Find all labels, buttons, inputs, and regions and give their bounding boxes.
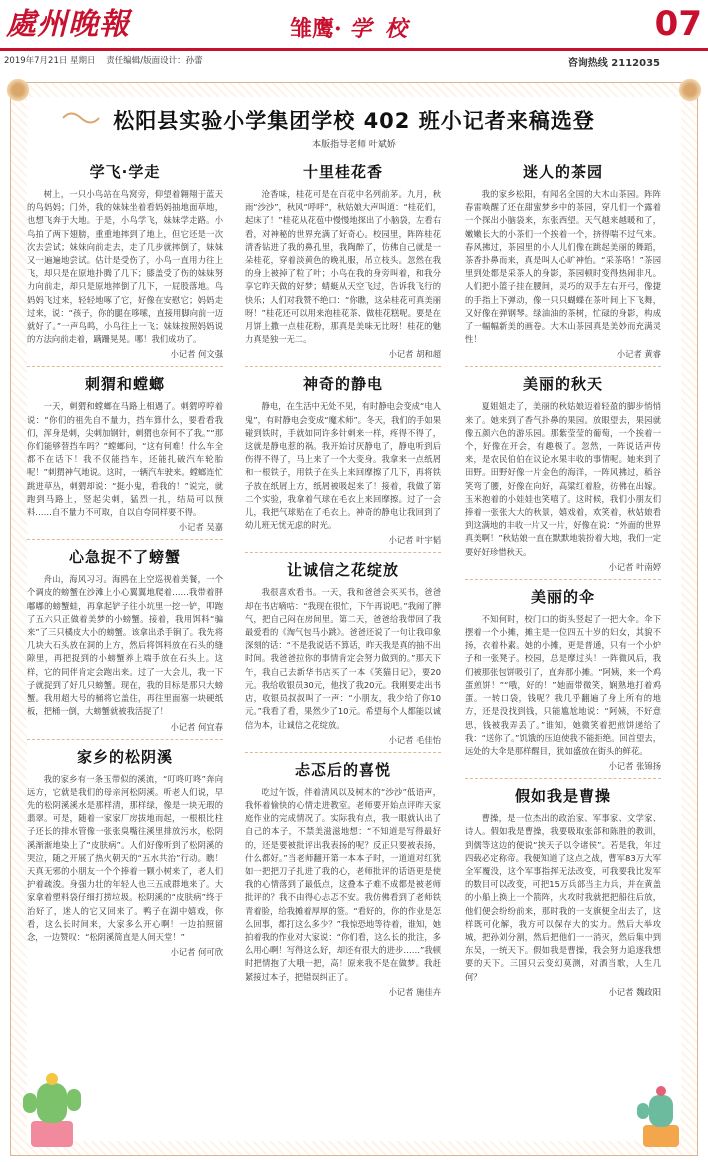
cactus-pot-left-icon — [17, 1063, 87, 1149]
article-author: 小记者 毛佳怡 — [388, 734, 441, 745]
article-title: 家乡的松阴溪 — [76, 747, 173, 766]
article-title: 神奇的静电 — [302, 375, 383, 394]
article-author: 小记者 何宜春 — [170, 721, 223, 732]
article-author: 小记者 何文强 — [170, 349, 223, 360]
cactus-pot-right-icon — [631, 1077, 691, 1149]
article-body: 一天，刺猬和螳螂在马路上相遇了。刺猬哼哼着说：“你们的祖先自不量力，挡车算什么，要看看我们，浑身是刺，尖刺加钢针，刺猬也奈何不了我。”“那你们能够替挡车吗？”螳螂问，“这有何难！什么车全都不在话下！我不仅能挡车，还能扎破汽车轮胎呢！”刺猬神气地说。这时，一辆汽车驶来。螳螂连忙跳进草丛，刺猬却说：“挺小鬼，看我的！”说完，就跑到马路上，竖起尖刺，猛烈一扎，结局可以预料……自不量力不可取，自以自夸同样要不得。 — [27, 401, 223, 518]
advisor-credit: 本版指导老师 叶斌娇 — [312, 140, 396, 150]
article — [27, 546, 223, 732]
column-left — [27, 155, 223, 964]
article-title: 十里桂花香 — [302, 163, 383, 181]
article — [27, 746, 223, 959]
article — [245, 759, 441, 998]
content-area — [27, 97, 681, 1141]
hotline: 咨询热线 2112035 — [567, 58, 660, 69]
article-author: 小记者 施佳卉 — [388, 986, 441, 997]
article-body: 不知何时，校门口的街头竖起了一把大伞。伞下摆着一个小摊，摊主是一位四五十岁的妇女，其貌不扬，衣着朴素。她的小摊，更是普通，只有一个小炉子和一张凳子。校园，总是摩过头！一阵微风后，我们被那张包饼吸引了，直奔那小摊。“阿姨，来一个鸡蛋煎饼！”“哦，好的！”她面带微笑，娴熟地打着鸡蛋。一转口袋，钱呢？我几乎翻遍了身上所有的地方，还是没找到钱，只能尴尬地说：“阿姨，不好意思，钱被我弄丢了。”谁知，她微笑着把煎饼递给了我：“送你了。”饥饿的压迫使我不能拒绝。回首望去，远处的大伞是那样醒目，犹如盛放在街头的鲜花。 — [465, 613, 661, 756]
article-author: 小记者 叶宇韬 — [388, 535, 441, 546]
article-body: 我的家乡有一条玉带似的溪流，“叮咚叮咚”奔向远方，它就是我们的母亲河松阴溪。听老人们说，早先的松阴溪溪水是那样清，那样绿，像是一块无瑕的翡翠。可是，随着一家家厂房拔地而起，一根根比柱子还长的排水管像一张张臭嘴往溪里排放污水，松阴溪渐渐地染上了“皮肤病”。人们好像听到了松阴溪的哭泣，随之开展了热火朝天的“五水共治”行动。瞧！天真无邪的小朋友一个个捧着一颗小树来了，老人们护着疏浚。身强力壮的年轻人也三五成群地来了。大家拿着塑料袋仔细打捞垃圾。松阴溪的“皮肤病”终于治好了，迷人的它又回来了。鸭子在湖中嬉戏，你看，这么长时间来，大家多么开心啊！一边拍照留念，一边赞叹：“松阴溪简直是人间天堂！” — [27, 773, 223, 942]
article-author: 小记者 魏政阳 — [608, 986, 661, 997]
editor-credit: 责任编辑/版面设计：孙蕾 — [106, 56, 203, 66]
article — [27, 373, 223, 533]
page-frame — [10, 82, 698, 1156]
article-body: 沧香味，桂花可是在百花中名列前茅。九月，秋雨“沙沙”，秋风“呼呼”，秋姑娘大声叫道：“桂花们，起床了！”桂花从花苞中慢慢地探出了小脑袋，左看右看，对神秘的世界充满了好奇心。校园里，阵阵桂花清香钻进了我的鼻孔里，我陶醉了，仿佛自己就是一朵桂花，穿着淡黄色的晚礼服，吊立枝头。忽然在我的身上被掉了粒了叶；小鸟在我的身旁叫着，和我分享它昨天做的好梦；蜻蜓从天空飞过，告诉我飞行的快乐；人们对我赞不绝口：“你瞧，这朵桂花可真美丽呀！”桂花还可以用来泡桂花茶、做桂花糕呢。要是在月饼上撒一点桂花粉，那真是美味无比呀！桂花的魅力真是独一无二。 — [245, 189, 441, 345]
article-title: 刺猬和螳螂 — [84, 375, 165, 394]
article-title: 迷人的茶园 — [522, 163, 603, 181]
divider — [245, 366, 441, 367]
issue-date: 2019年7月21日 星期日 — [4, 56, 96, 66]
article-author: 小记者 黄睿 — [616, 349, 661, 360]
article-body: 树上，一只小鸟站在鸟窝旁，仰望着翱翔于蓝天的鸟妈妈；门外，我的妹妹坐着看妈妈抽地面草地，也想飞奔于大地。于是，小鸟学飞，妹妹学走路。小鸟拍了两下翅膀，重重地摔到了地上，但它还是一次次去尝试；妹妹向前走去，走了几步就摔倒了，妹妹又一遍遍地尝试。估计是受伤了，小鸟一直用力往上飞，却只是在原地扑腾了几下；膝盖受了伤的妹妹努力向前走，却只是原地摔倒了几下，一屁股落地。鸟妈妈飞过来，轻轻地啄了它，好像在安慰它；妈妈走过来，说：“孩子，你的腿在哆嗦，直接用脚向前一迈就好了。”一声鸟鸣，小鸟往上一飞；妹妹按照妈妈说的方法向前走着，蹒跚晃晃。哪！我们成功了。 — [27, 189, 223, 345]
divider — [465, 366, 661, 367]
article — [245, 161, 441, 360]
column-right — [465, 155, 661, 1004]
divider — [465, 778, 661, 779]
divider — [245, 752, 441, 753]
article-author: 小记者 吴嘉 — [178, 522, 223, 533]
article-author: 小记者 张锦扬 — [608, 761, 661, 772]
page-number: 07 — [654, 4, 702, 44]
article-title: 让诚信之花绽放 — [286, 561, 399, 580]
article-body: 夏姐姐走了，美丽的秋姑娘迈着轻盈的脚步悄悄来了。她来到了香气扑鼻的果园。放眼望去，果园就像五颜六色的游乐园。那紫莹莹的葡萄，一个挨着一个，好像在开会，有趣极了。忽然，一阵说话声传来，是农民伯伯在议论水果丰收的事情呢。她来到了田野。田野好像一片金色的海洋，一阵风拂过，稻谷笑弯了腰，好像在向好，高粱红着脸，彷佛在出嫁。玉米抱着的小娃娃也笑嘻了。这时候，我们小朋友们捧着一张张大大的秋景，嬉戏着，欢笑着，秋姑娘看到这满地的丰收一片又一片，好像在说：“外面的世界真美啊！”秋姑娘一直在默默地装扮着大地，我们一定要好好珍惜秋天。 — [465, 401, 661, 557]
divider — [245, 552, 441, 553]
article-title: 忐忑后的喜悦 — [294, 760, 391, 779]
article — [465, 586, 661, 772]
article-body: 我很喜欢看书。一天，我和爸爸会买买书，爸爸却在书店嘀咕：“我现在很忙，下午再说吧。”我闹了脾气，把自己闷在房间里。第二天，爸爸给我带回了我最爱看的《淘气包马小跳》。爸爸还说了一句让我印象深刻的话：“不是我说话不算话，昨天我是真的抽不出时间。我爸爸拉你的事情肯定会努力做到的。”那天下午，我自己去新华书店买了一本《笑猫日记》，要20元。我给收银员30元，他找了我20元。我刚要走出书店，收银员叔叔叫了一声：“小朋友，我少给了你10元。”我看了看，果然少了10元。希望每个人都能以诚信为本，让诚信之花绽放。 — [245, 587, 441, 730]
issue-meta — [4, 54, 211, 66]
article — [27, 161, 223, 360]
article-author: 小记者 何可欣 — [170, 947, 223, 958]
article — [465, 785, 661, 998]
section-separator: · — [334, 16, 342, 42]
section-name-a: 雏鹰 — [290, 16, 335, 42]
article-body: 舟山，海风习习。海鸥在上空巡视着美餐，一个个调皮的螃蟹在沙滩上小心翼翼地爬着……我带着胖嘟嘟的螃蟹蛙，再拿起铲子往小坑里一挖一铲，叩跑了五六只正做着美梦的小螃蟹。接着，我用饵料“骗来”了三只橘皮大小的螃蟹。该拿出杀手锏了。我先将几块大石头放在洞的上方，然后将饵料放在石头的缝隙里，再把捉到的小螃蟹养上端手放在石头上。这样，它的同伴肯定会跑出来。过了一大会儿，我一下子就捉到了好几只螃蟹。现在，我的目标是那只大螃蟹。我用超大号的桶将它盖住，再往里面塞一块硬纸板，把桶一倒，大螃蟹就被我活捉了！ — [27, 574, 223, 717]
divider — [27, 539, 223, 540]
masthead — [0, 0, 708, 72]
divider — [27, 739, 223, 740]
page-headline: 松阳县实验小学集团学校 402 班小记者来稿选登 — [113, 109, 595, 133]
article — [245, 373, 441, 546]
column-middle — [245, 155, 441, 1004]
article-title: 心急捉不了螃蟹 — [68, 548, 181, 567]
article-title: 学飞·学走 — [89, 163, 161, 181]
newspaper-logo: 處州晚報 — [6, 7, 130, 42]
article-title: 美丽的秋天 — [522, 375, 603, 394]
article-title: 假如我是曹操 — [514, 787, 611, 806]
article-author: 小记者 叶南婷 — [608, 561, 661, 572]
article — [245, 559, 441, 745]
masthead-rule — [0, 48, 708, 51]
divider — [27, 366, 223, 367]
article-body: 我的家乡松阳，有闻名全国的大木山茶园。阵阵春雷唤醒了还在甜蜜梦乡中的茶园，穿几们一个露着一个探出小脑袋来，东张西望。天气越来越暖和了，嫩嫩长大的小茶们一个挨着一个，挤得喘不过气来。春风拂过，茶园里的小人儿们像在跳起美丽的舞蹈，茶香扑鼻而来，真是叫人心旷神怡。“采茶咯！”茶园里到处都是采茶人的身影，茶园顿时变得热闹非凡。人们把小篮子挂在腰间，灵巧的双手左右开弓，像捷的手指上下弹动，像一只只蝴蝶在茶叶间上下飞舞，又好像在弹钢琴。绿油油的茶树，忙碌的身影，构成了一幅幅新美的画卷。大木山茶园真是美妙而充满灵性！ — [465, 189, 661, 345]
divider — [465, 579, 661, 580]
section-name-b: 学 校 — [349, 16, 411, 42]
article — [465, 373, 661, 572]
article-body: 曹操，是一位杰出的政治家、军事家、文学家、诗人。假如我是曹操，我要吸取张郃和陈胜的教训，到儒等这边的便说“挟天子以令诸侯”。若是我，年过四载必定称帝。我便知道了这点之战，曹军83万大军全军覆没，这个军事指挥无法改变，可我要我比发军的数目可以改变，可把15万兵部当主力兵，并在黄盖的小船上换上一个箭阵，火攻时我就把把船往后放，他们便会纷纷前来，那时我的一支旗便全出去了，这样既可化解，我方可以保存大的实力。然后大举攻城，把孙刘分割，然后把他们一一消灭，然后集中到东吴，一统天下。假如我是曹操，我会努力追逐我想要的天下。三国只云变幻莫测，对酒当歌，人生几何？ — [465, 813, 661, 982]
article-author: 小记者 胡和超 — [388, 349, 441, 360]
article-title: 美丽的伞 — [530, 587, 595, 606]
article-body: 静电，在生活中无处不见，有时静电会变成“电人鬼”，有时静电会变成“魔术师”。冬天，我们的手如果碰到铁时，手就如同许多针刺来一样，疼得不得了，这就是静电惹的祸。我开始讨厌静电了，静电听到后伤得不得了，马上来了一个大变身。我拿来一点纸屑和一根铁子，用铁子在头上来回摩擦了几下，再将铁子放在纸屑上方，纸屑被吸起来了！接着，我做了第二个实验，我拿着气球在毛衣上来回摩擦。过了一会儿，我把气球贴在了毛衣上。神奇的静电让我回到了幼儿班无忧无虑的时光。 — [245, 401, 441, 531]
article — [465, 161, 661, 360]
section-title — [290, 12, 410, 43]
article-body: 吃过午饭，伴着清风以及树木的“沙沙”低语声，我怀着愉快的心情走进教室。老师要开始点评昨天家庭作业的完成情况了。实际我有点，我一眼就认出了自己的本子，不禁美滋滋地想：“不知道是写得最好的，还是要被批评出我表扬的呢？反正只要被表扬，什么都好。”当老师翻开第一本本子时，一道道对红犹如一把把刀子扎进了我的心，老师批评的话语更是使我的心情落到了最低点，这叠本子难不成都是被老师批评的？我不由得心忐忑不安。我仿佛看到了老师铁青着脸，给我摊着厚厚的签。“看好的，你的作业是怎么回事，都打这么多少？”我惊恐地等待着，谁知，她拍着我的作业对大家说：“你们看，这么长的批注，多么用心啊！写得这么好，却还有很大的进步……”我顿时把情抱了大哦一把，高！原来我不是在做梦。我赶紧接过本子，把错误纠正了。 — [245, 786, 441, 982]
